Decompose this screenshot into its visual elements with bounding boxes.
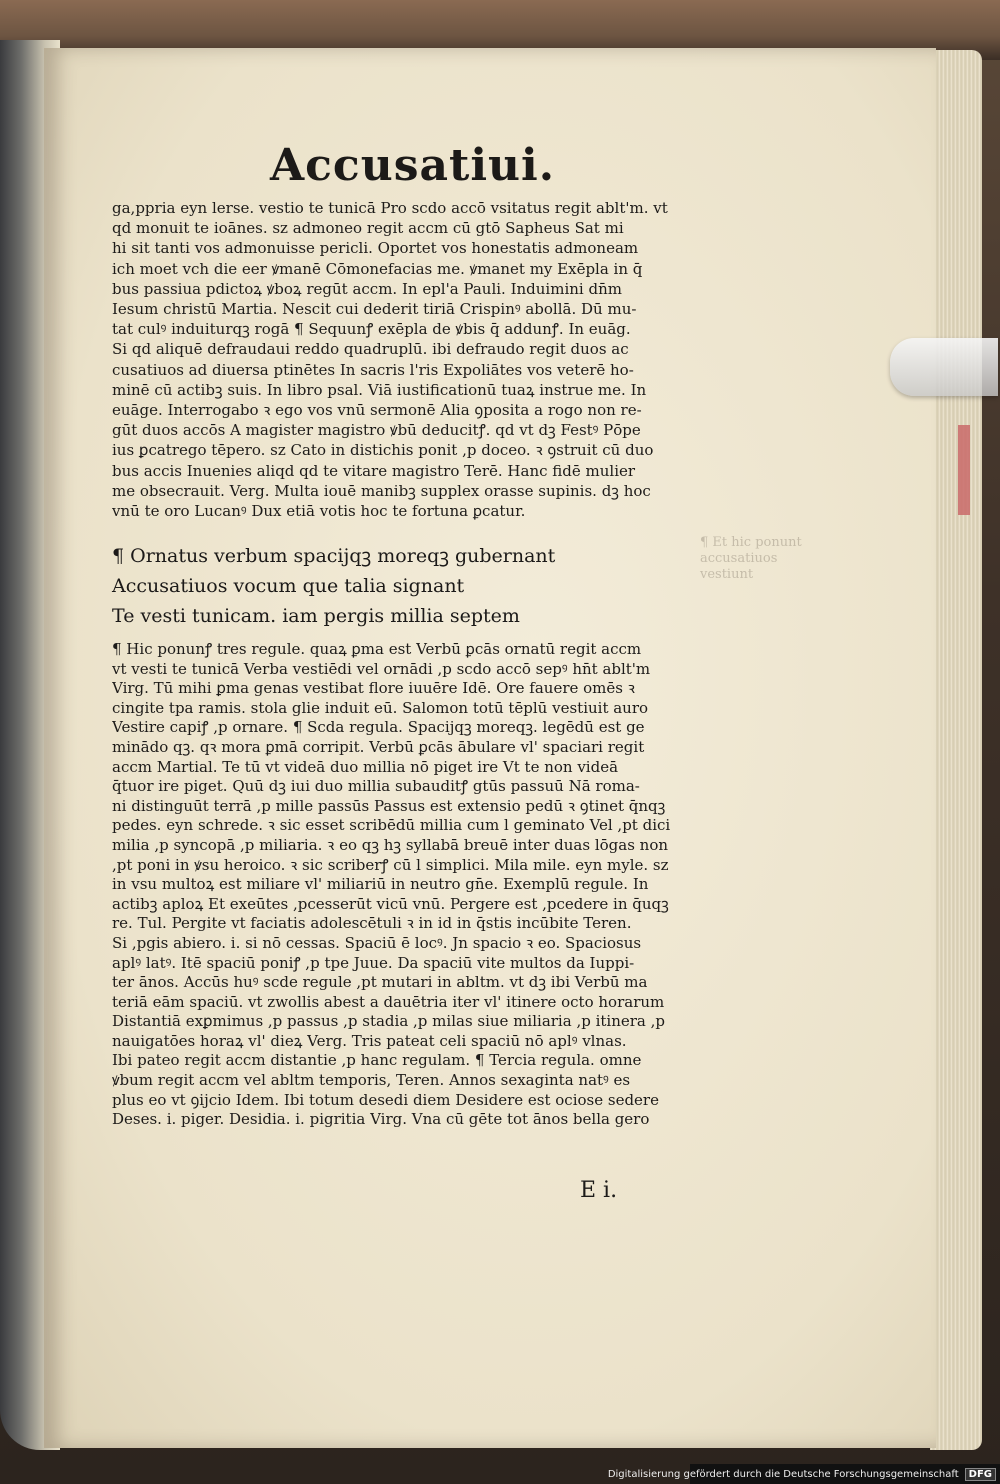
text-line: bus accis Inuenies aliqd qd te vitare magistro Terē. Hanc fidē mulier <box>112 461 636 480</box>
text-line: hi sit tanti vos admonuisse pericli. Oportet vos honestatis admoneam <box>112 239 639 258</box>
text-line: cingite tpa ramis. stola glie induit eū. Salomon totū tēplū vestiuit auro <box>112 698 649 717</box>
text-line: q̄tuor ire piget. Quū dꝫ iui duo millia subauditꝭ gtūs passuū Nā roma- <box>112 777 640 796</box>
text-line: Si ,pgis abiero. i. si nō cessas. Spaciū ē locꝰ. Jn spacio ꝛ eo. Spaciosus <box>112 933 642 952</box>
text-line: tat culꝰ induiturqꝫ rogā ¶ Sequunꝭ exēpla de ꝟbis q̄ addunꝭ. In euāg. <box>112 320 631 339</box>
text-line: gūt duos accōs A magister magistro ꝟbū deducitꝭ. qd vt dꝫ Festꝰ Pōpe <box>112 421 641 440</box>
paragraph-1 <box>112 198 712 521</box>
text-line: Distantiā exꝑmimus ,p passus ,p stadia ,p milas siue miliaria ,p itinera ,p <box>112 1012 665 1031</box>
signature-mark: E i. <box>580 1178 618 1203</box>
text-line: ni distinguūt terrā ,p mille passūs Passus est extensio pedū ꝛ ꝯtinet q̄nqꝫ <box>112 796 666 815</box>
verse-line: ¶ Ornatus verbum spacijqꝫ moreqꝫ gubernant <box>112 545 556 567</box>
text-line: ga,ppria eyn lerse. vestio te tunicā Pro scdo accō vsitatus regit ablt'm. vt <box>112 199 668 217</box>
text-line: re. Tul. Pergite vt faciatis adolescētuli ꝛ in id in q̄stis incūbite Teren. <box>112 914 632 933</box>
text-line: Virg. Tū mihi ꝑma genas vestibat flore iuuēre Idē. Ore fauere omēs ꝛ <box>112 679 635 698</box>
ghost-line: vestiunt <box>700 567 754 582</box>
footer-bar <box>607 1464 1000 1484</box>
text-line: Deses. i. piger. Desidia. i. pigritia Virg. Vna cū gēte tot ānos bella gero <box>112 1110 650 1129</box>
bleed-through-text <box>700 535 900 583</box>
page-heading: Accusatiui. <box>270 140 556 191</box>
text-line: milia ,p syncopā ,p miliaria. ꝛ eo qꝫ hꝫ syllabā breuē inter duas lōgas non <box>112 835 669 854</box>
text-line: minē cū actibꝫ suis. In libro psal. Viā iustificationū tuaꝝ instrue me. In <box>112 380 647 399</box>
text-line: vnū te oro Lucanꝰ Dux etiā votis hoc te fortuna ꝑcatur. <box>112 502 526 521</box>
text-line: aplꝰ latꝰ. Itē spaciū poniꝭ ,p tpe Juue. Da spaciū vite multos da Iuppi- <box>112 953 635 972</box>
ghost-line: accusatiuos <box>700 551 778 566</box>
text-line: accm Martial. Te tū vt videā duo millia nō piget ire Vt te non videā <box>112 757 619 776</box>
verse-line: Te vesti tunicam. iam pergis millia septem <box>112 605 520 627</box>
text-line: minādo qꝫ. qꝛ mora ꝑmā corripit. Verbū ꝑcās ābulare vl' spaciari regit <box>112 737 645 756</box>
text-line: ,pt poni in ꝟsu heroico. ꝛ sic scriberꝭ cū l simplici. Mila mile. eyn myle. sz <box>112 855 669 874</box>
page-clip <box>890 338 998 396</box>
text-line: pedes. eyn schrede. ꝛ sic esset scribēdū millia cum l geminato Vel ,pt dici <box>112 816 671 835</box>
text-line: me obsecrauit. Verg. Multa iouē manibꝫ supplex orasse supinis. dꝫ hoc <box>112 481 651 500</box>
ghost-line: ¶ Et hic ponunt <box>700 535 802 550</box>
text-line: plus eo vt ꝯijcio Idem. Ibi totum desedi diem Desidere est ociose sedere <box>112 1090 659 1109</box>
text-line: nauigatōes horaꝝ vl' dieꝝ Verg. Tris pateat celi spaciū nō aplꝰ vlnas. <box>112 1031 627 1050</box>
verse-block <box>112 541 712 631</box>
text-line: Iesum christū Martia. Nescit cui dederit tiriā Crispinꝰ abollā. Dū mu- <box>112 300 637 319</box>
text-line: bus passiua pdictoꝝ ꝟboꝝ regūt accm. In epl'a Pauli. Induimini dn̄m <box>112 279 622 298</box>
dfg-logo: DFG <box>965 1468 996 1481</box>
text-line: teriā eām spaciū. vt zwollis abest a dauētria iter vl' itinere octo horarum <box>112 992 665 1011</box>
text-line: vt vesti te tunicā Verba vestiēdi vel ornādi ,p scdo accō sepꝰ hn̄t ablt'm <box>112 659 651 678</box>
text-line: Ibi pateo regit accm distantie ,p hanc regulam. ¶ Tercia regula. omne <box>112 1051 642 1070</box>
text-line: qd monuit te ioānes. sz admoneo regit accm cū gtō Sapheus Sat mi <box>112 219 624 238</box>
text-line: ter ānos. Accūs huꝰ scde regule ,pt mutari in abltm. vt dꝫ ibi Verbū ma <box>112 973 648 992</box>
footer-credit: Digitalisierung gefördert durch die Deutsche Forschungsgemeinschaft <box>607 1468 959 1480</box>
text-line: ius ꝑcatrego tēpero. sz Cato in distichis ponit ,p doceo. ꝛ ꝯstruit cū duo <box>112 441 654 460</box>
text-line: ꝟbum regit accm vel abltm temporis, Teren. Annos sexaginta natꝰ es <box>112 1071 631 1090</box>
text-line: in vsu multoꝝ est miliare vl' miliariū in neutro gn̄e. Exemplū regule. In <box>112 875 649 894</box>
text-line: ¶ Hic ponunꝭ tres regule. quaꝝ ꝑma est Verbū ꝑcās ornatū regit accm <box>112 640 642 658</box>
bookmark-ribbon <box>958 425 970 515</box>
text-line: ich moet vch die eer ꝟmanē Cōmonefacias me. ꝟmanet my Exēpla in q̄ <box>112 259 643 278</box>
text-line: cusatiuos ad diuersa ptinētes In sacris l'ris Expoliātes vos veterē ho- <box>112 360 634 379</box>
verse-line: Accusatiuos vocum que talia signant <box>112 575 465 597</box>
text-line: Vestire capiꝭ ,p ornare. ¶ Scda regula. Spacijqꝫ moreqꝫ. legēdū est ge <box>112 718 645 737</box>
text-line: actibꝫ aploꝝ Et exeūtes ,pcesserūt vicū vnū. Pergere est ,pcedere in q̄uqꝫ <box>112 894 669 913</box>
text-line: Si qd aliquē defraudaui reddo quadruplū. ibi defraudo regit duos ac <box>112 340 629 359</box>
page-stack-edge <box>930 50 982 1450</box>
text-line: euāge. Interrogabo ꝛ ego vos vnū sermonē Alia ꝯposita a rogo non re- <box>112 401 642 420</box>
paragraph-2 <box>112 640 712 1130</box>
